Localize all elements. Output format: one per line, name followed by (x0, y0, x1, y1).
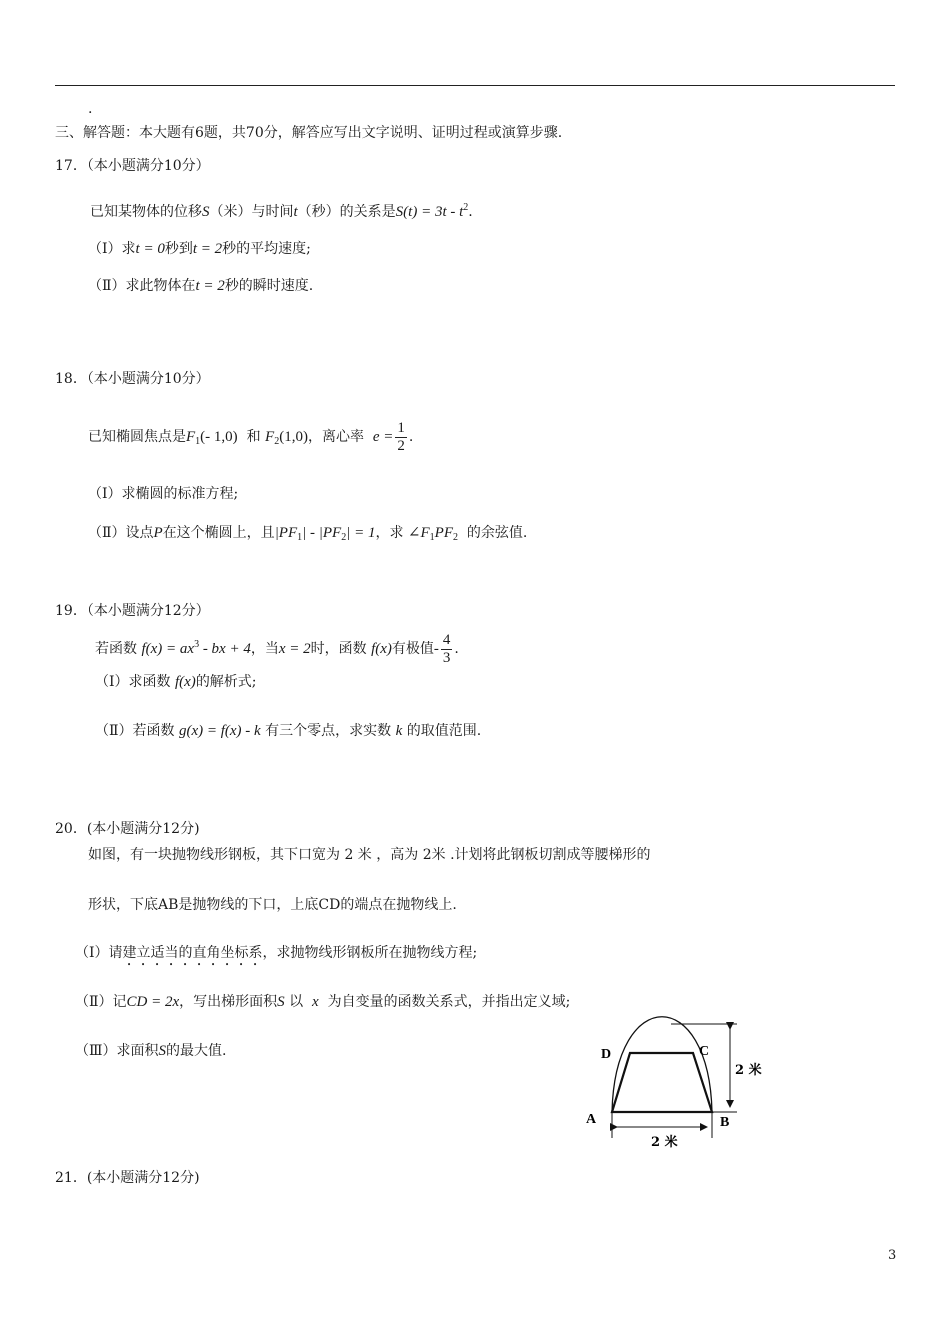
q17-formula: $S(t) = 3t - t^2$ (395, 202, 469, 220)
height-label: 2 米 (735, 1063, 762, 1078)
q18-stem: 已知椭圆焦点是$F_1(-$ 1,0) 和 $F_2(1,0)$，离心率 e = $\frac{1}{2}$ . (88, 419, 414, 454)
q20-part1: （Ⅰ）请建立适当的直角坐标系，求抛物线形钢板所在抛物线方程; (75, 945, 478, 961)
q19-part2: （Ⅱ）若函数 g(x) = f(x) - k 有三个零点，求实数 k 的取值范围. (95, 723, 482, 739)
parabola-trapezoid-figure (575, 1015, 775, 1155)
stray-dot: . (88, 101, 93, 117)
q20-header: 20．(本小题满分12分) (55, 821, 200, 837)
q17-stem: 已知某物体的位移S（米）与时间t（秒）的关系是$S(t) = 3t - t^2$. (90, 202, 473, 220)
q20-part2: （Ⅱ）记CD = 2x，写出梯形面积S 以 x 为自变量的函数关系式，并指出定义域; (75, 994, 571, 1010)
label-D: D (601, 1047, 612, 1062)
q17-part2: （Ⅱ）求此物体在t = 2秒的瞬时速度. (88, 278, 314, 294)
q19-stem: 若函数 $f(x) = ax^3$ - bx + 4，当x = 2时，函数 f(x)有极值- $\frac{4}{3}$ . (95, 631, 459, 666)
q19-part1: （Ⅰ）求函数 f(x)的解析式; (95, 674, 257, 690)
q18-header: 18．（本小题满分10分） (55, 371, 210, 387)
label-B: B (720, 1115, 730, 1130)
section-heading: 三、解答题：本大题有6题，共70分，解答应写出文字说明、证明过程或演算步骤. (55, 125, 563, 141)
q19-header: 19．（本小题满分12分） (55, 603, 210, 619)
trapezoid-outline (612, 1053, 712, 1112)
label-A: A (586, 1112, 597, 1127)
q21-header: 21．(本小题满分12分) (55, 1170, 200, 1186)
header-rule (55, 85, 895, 86)
q17-part1: （Ⅰ）求t = 0秒到t = 2秒的平均速度; (88, 241, 311, 257)
width-label: 2 米 (651, 1135, 678, 1150)
q18-part2: （Ⅱ）设点P在这个椭圆上，且$|PF_1| - |PF_2| = 1$，求 $\angle F_1PF_2$ 的余弦值. (88, 525, 528, 543)
q18-part1: （Ⅰ）求椭圆的标准方程; (88, 486, 239, 502)
label-C: C (699, 1044, 710, 1059)
eccentricity-fraction: $\frac{1}{2}$ (397, 419, 405, 454)
page-number: 3 (888, 1248, 897, 1263)
q20-part3: （Ⅲ）求面积S的最大值. (75, 1043, 227, 1059)
extremum-fraction: $\frac{4}{3}$ (442, 631, 451, 666)
q20-line2: 形状，下底AB是抛物线的下口，上底CD的端点在抛物线上. (88, 897, 457, 913)
q20-line1: 如图，有一块抛物线形钢板，其下口宽为 2 米 ，高为 2米 .计划将此钢板切割成等腰梯形的 (88, 847, 651, 863)
q17-header: 17．（本小题满分10分） (55, 158, 210, 174)
